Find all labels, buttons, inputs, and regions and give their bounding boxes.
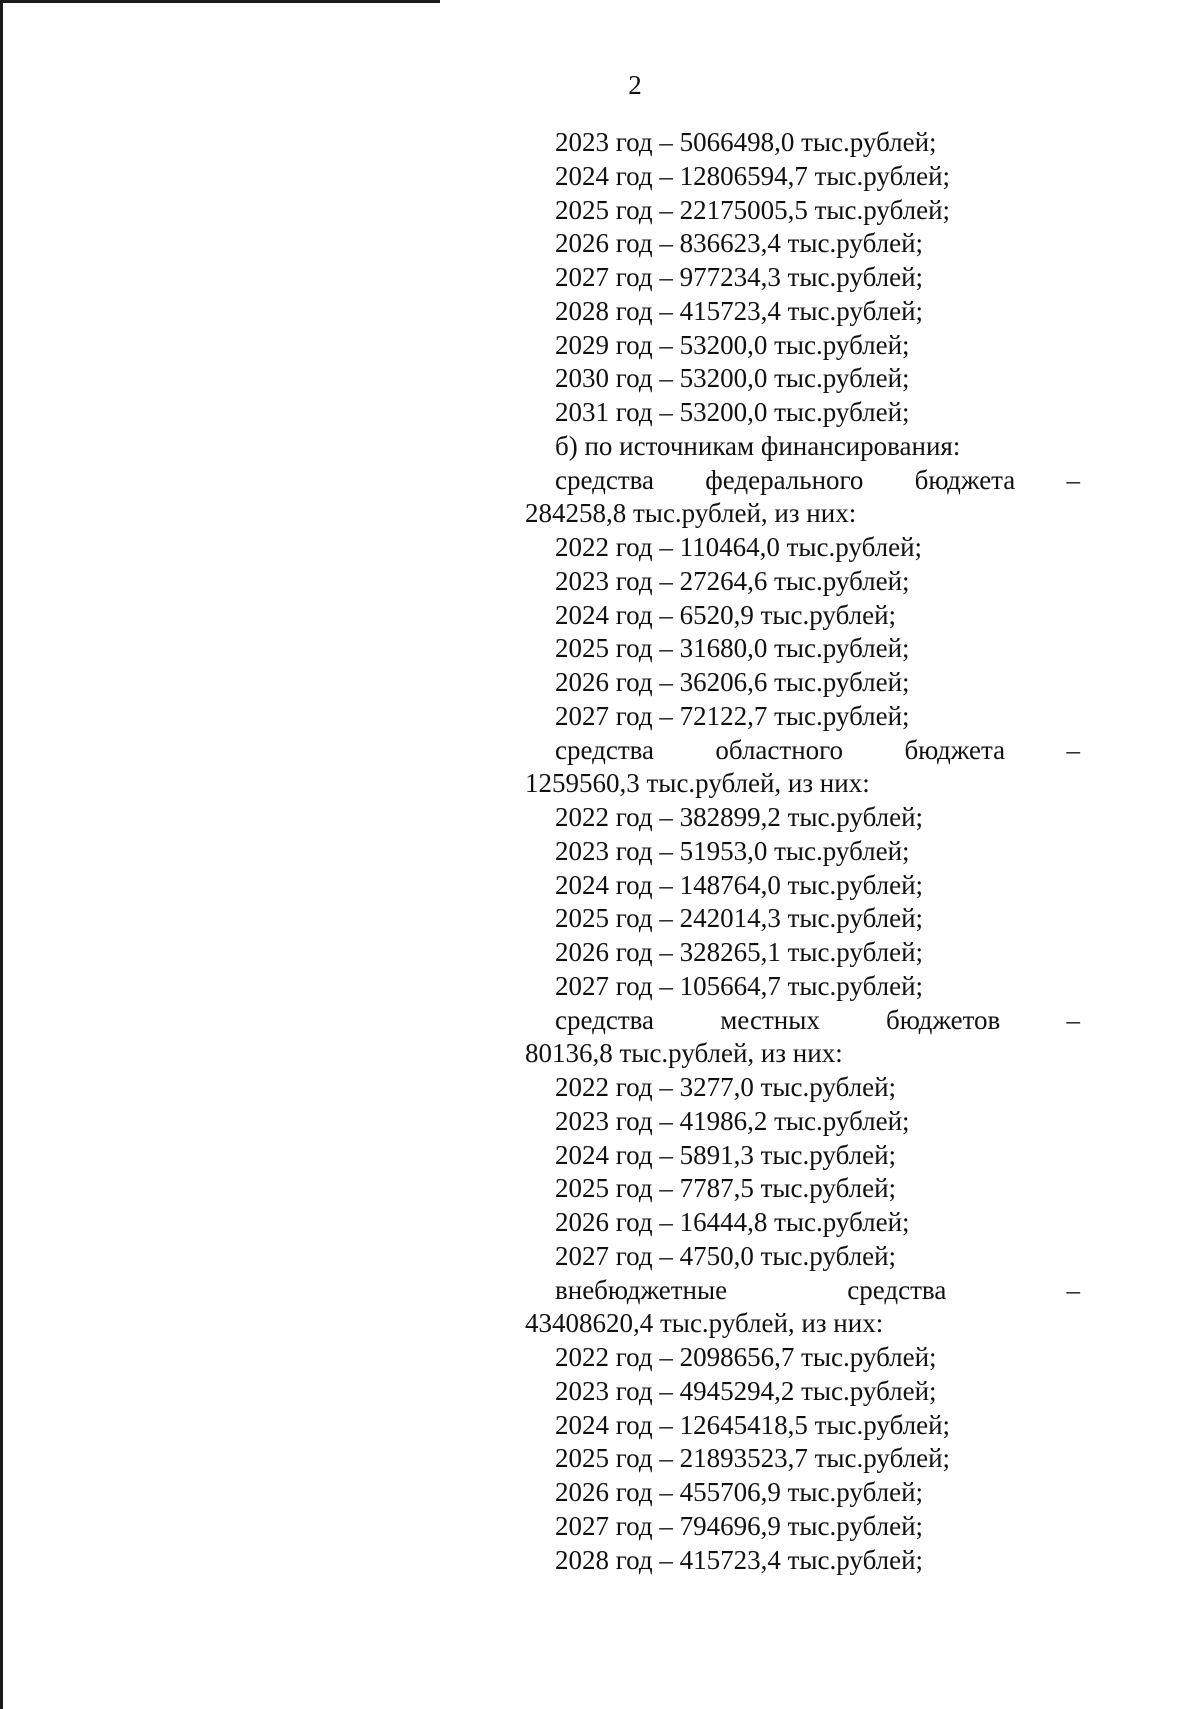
text-line: 2023 год – 5066498,0 тыс.рублей; — [555, 127, 937, 157]
text-line: 2024 год – 12645418,5 тыс.рублей; — [555, 1409, 951, 1440]
word: – — [1066, 464, 1080, 495]
word: средства — [847, 1274, 947, 1305]
continuation-line: 284258,8 тыс.рублей, из них: — [525, 498, 857, 529]
word: областного — [715, 734, 844, 765]
word: – — [1066, 1274, 1080, 1305]
word: средства — [555, 734, 655, 765]
justified-line — [525, 1274, 1080, 1308]
word: – — [1066, 734, 1080, 765]
text-line: 2023 год – 51953,0 тыс.рублей; — [555, 835, 910, 866]
text-line: 2025 год – 22175005,5 тыс.рублей; — [555, 194, 951, 225]
text-line: 2028 год – 415723,4 тыс.рублей; — [555, 295, 924, 326]
text-line: 2028 год – 415723,4 тыс.рублей; — [555, 1544, 924, 1575]
word: бюджетов — [886, 1004, 1001, 1035]
text-line: б) по источникам финансирования: — [555, 430, 961, 461]
justified-line — [525, 1004, 1080, 1038]
text-line: 2027 год – 105664,7 тыс.рублей; — [555, 970, 924, 1001]
word: бюджета — [914, 464, 1016, 495]
text-line: 2024 год – 12806594,7 тыс.рублей; — [555, 160, 951, 191]
document-body — [525, 126, 1080, 1577]
scan-border-top — [0, 0, 440, 3]
text-line: 2025 год – 7787,5 тыс.рублей; — [555, 1173, 897, 1204]
text-line: 2023 год – 27264,6 тыс.рублей; — [555, 565, 910, 596]
word: местных — [720, 1004, 820, 1035]
text-line: 2022 год – 2098656,7 тыс.рублей; — [555, 1342, 937, 1372]
text-line: 2026 год – 328265,1 тыс.рублей; — [555, 937, 924, 967]
text-line: 2024 год – 6520,9 тыс.рублей; — [555, 599, 897, 630]
word: средства — [555, 1004, 655, 1035]
text-line: 2031 год – 53200,0 тыс.рублей; — [555, 397, 910, 427]
text-line: 2025 год – 31680,0 тыс.рублей; — [555, 633, 910, 664]
justified-line — [525, 464, 1080, 498]
page-number: 2 — [628, 70, 642, 100]
word: федерального — [705, 464, 864, 495]
text-line: 2024 год – 5891,3 тыс.рублей; — [555, 1139, 897, 1170]
text-line: 2024 год – 148764,0 тыс.рублей; — [555, 869, 924, 900]
word: – — [1066, 1004, 1080, 1035]
text-line: 2029 год – 53200,0 тыс.рублей; — [555, 329, 910, 360]
text-line: 2027 год – 794696,9 тыс.рублей; — [555, 1510, 924, 1541]
word: средства — [555, 464, 655, 495]
text-line: 2030 год – 53200,0 тыс.рублей; — [555, 363, 910, 394]
text-line: 2026 год – 16444,8 тыс.рублей; — [555, 1207, 910, 1237]
justified-line — [525, 734, 1080, 768]
text-line: 2026 год – 836623,4 тыс.рублей; — [555, 228, 924, 259]
continuation-line: 43408620,4 тыс.рублей, из них: — [525, 1308, 884, 1339]
text-line: 2027 год – 977234,3 тыс.рублей; — [555, 262, 924, 292]
text-line: 2022 год – 3277,0 тыс.рублей; — [555, 1072, 897, 1102]
word: бюджета — [904, 734, 1006, 765]
text-line: 2025 год – 242014,3 тыс.рублей; — [555, 903, 924, 934]
text-line: 2026 год – 36206,6 тыс.рублей; — [555, 667, 910, 697]
text-line: 2025 год – 21893523,7 тыс.рублей; — [555, 1443, 951, 1474]
text-line: 2023 год – 41986,2 тыс.рублей; — [555, 1105, 910, 1136]
scan-border-left — [0, 0, 3, 1709]
text-line: 2022 год – 382899,2 тыс.рублей; — [555, 802, 924, 832]
text-line: 2026 год – 455706,9 тыс.рублей; — [555, 1477, 924, 1507]
continuation-line: 1259560,3 тыс.рублей, из них: — [525, 768, 870, 799]
word: внебюджетные — [555, 1274, 728, 1305]
text-line: 2023 год – 4945294,2 тыс.рублей; — [555, 1375, 937, 1406]
text-line: 2027 год – 4750,0 тыс.рублей; — [555, 1240, 897, 1271]
continuation-line: 80136,8 тыс.рублей, из них: — [525, 1038, 843, 1069]
text-line: 2022 год – 110464,0 тыс.рублей; — [555, 532, 923, 562]
text-line: 2027 год – 72122,7 тыс.рублей; — [555, 700, 910, 731]
